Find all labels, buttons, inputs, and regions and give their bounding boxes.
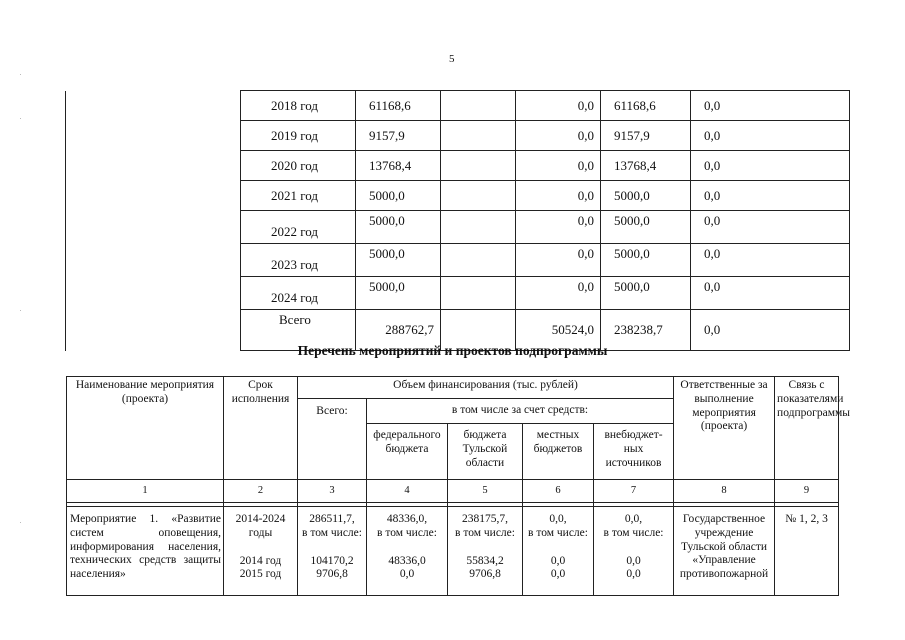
total-cell: 5000,0	[356, 244, 441, 277]
column-number: 1	[67, 480, 224, 503]
column-number: 9	[775, 480, 839, 503]
year-cell: 2018 год	[241, 91, 356, 121]
federal-cell	[441, 181, 516, 211]
federal-cell	[441, 244, 516, 277]
regional-cell: 50524,0	[516, 310, 601, 351]
header-responsible: Ответственные за выполнение мероприятия (проекта)	[674, 377, 775, 480]
table-row	[66, 121, 850, 151]
header-link: Связь с показателями подпрограммы	[775, 377, 839, 480]
table-row	[67, 507, 839, 596]
scan-mark	[20, 310, 21, 311]
total-cell: 61168,6	[356, 91, 441, 121]
regional-cell: 0,0	[516, 244, 601, 277]
table-row	[66, 211, 850, 244]
column-number: 7	[594, 480, 674, 503]
table-row	[66, 91, 850, 121]
federal-cell	[441, 121, 516, 151]
table-row	[66, 277, 850, 310]
measure-link: № 1, 2, 3	[775, 507, 839, 596]
column-number: 6	[523, 480, 594, 503]
total-cell: 288762,7	[356, 310, 441, 351]
blank-cell	[66, 211, 241, 244]
measure-total: 286511,7, в том числе: 104170,2 9706,8	[298, 507, 367, 596]
local-cell: 5000,0	[601, 181, 691, 211]
local-cell: 61168,6	[601, 91, 691, 121]
scan-mark	[20, 118, 21, 119]
column-number: 5	[448, 480, 523, 503]
extra-cell: 0,0	[691, 181, 850, 211]
blank-cell	[66, 244, 241, 277]
local-cell: 5000,0	[601, 277, 691, 310]
federal-cell	[441, 91, 516, 121]
column-number: 8	[674, 480, 775, 503]
local-cell: 5000,0	[601, 244, 691, 277]
regional-cell: 0,0	[516, 121, 601, 151]
local-cell: 9157,9	[601, 121, 691, 151]
year-cell: 2023 год	[241, 244, 356, 277]
column-number-row	[67, 480, 839, 503]
extra-cell: 0,0	[691, 151, 850, 181]
measure-name: Мероприятие 1. «Развитие систем оповещения, информирования населения, технических средств защиты населения»	[67, 507, 224, 596]
local-cell: 238238,7	[601, 310, 691, 351]
federal-cell	[441, 151, 516, 181]
measure-extra: 0,0, в том числе: 0,0 0,0	[594, 507, 674, 596]
extra-cell: 0,0	[691, 310, 850, 351]
header-local: местных бюджетов	[523, 424, 594, 480]
extra-cell: 0,0	[691, 211, 850, 244]
measure-responsible: Государственное учреждение Тульской области «Управление противопожарной	[674, 507, 775, 596]
extra-cell: 0,0	[691, 277, 850, 310]
regional-cell: 0,0	[516, 211, 601, 244]
section-title: Перечень мероприятий и проектов подпрограммы	[297, 343, 608, 358]
federal-cell	[441, 277, 516, 310]
extra-cell: 0,0	[691, 121, 850, 151]
column-number: 3	[298, 480, 367, 503]
measure-term: 2014-2024 годы 2014 год 2015 год	[224, 507, 298, 596]
year-cell: 2022 год	[241, 211, 356, 244]
column-number: 2	[224, 480, 298, 503]
total-label-cell: Всего	[241, 310, 356, 351]
header-volume: Объем финансирования (тыс. рублей)	[298, 377, 674, 399]
header-term: Срок исполнения	[224, 377, 298, 480]
year-cell: 2024 год	[241, 277, 356, 310]
page-number: 5	[449, 53, 455, 65]
blank-cell	[66, 91, 241, 121]
header-regional: бюджета Тульской области	[448, 424, 523, 480]
total-cell: 9157,9	[356, 121, 441, 151]
extra-cell: 0,0	[691, 244, 850, 277]
blank-cell	[66, 151, 241, 181]
blank-cell	[66, 121, 241, 151]
blank-cell	[66, 181, 241, 211]
regional-cell: 0,0	[516, 277, 601, 310]
regional-cell: 0,0	[516, 181, 601, 211]
local-cell: 13768,4	[601, 151, 691, 181]
header-name: Наименование мероприятия (проекта)	[67, 377, 224, 480]
scan-mark	[20, 74, 21, 75]
header-federal: федерального бюджета	[367, 424, 448, 480]
federal-cell	[441, 211, 516, 244]
total-cell: 5000,0	[356, 277, 441, 310]
blank-cell	[66, 277, 241, 310]
funding-by-year-table	[65, 90, 850, 351]
table-row	[66, 151, 850, 181]
year-cell: 2021 год	[241, 181, 356, 211]
local-cell: 5000,0	[601, 211, 691, 244]
extra-cell: 0,0	[691, 91, 850, 121]
header-total: Всего:	[298, 399, 367, 480]
total-cell: 13768,4	[356, 151, 441, 181]
year-cell: 2019 год	[241, 121, 356, 151]
table-row	[66, 181, 850, 211]
total-cell: 5000,0	[356, 181, 441, 211]
measure-regional: 238175,7, в том числе: 55834,2 9706,8	[448, 507, 523, 596]
scan-mark	[20, 522, 21, 523]
year-cell: 2020 год	[241, 151, 356, 181]
measures-table	[66, 376, 850, 596]
table-row	[66, 244, 850, 277]
header-including: в том числе за счет средств:	[367, 399, 674, 424]
total-cell: 5000,0	[356, 211, 441, 244]
measure-local: 0,0, в том числе: 0,0 0,0	[523, 507, 594, 596]
column-number: 4	[367, 480, 448, 503]
measure-federal: 48336,0, в том числе: 48336,0 0,0	[367, 507, 448, 596]
regional-cell: 0,0	[516, 91, 601, 121]
regional-cell: 0,0	[516, 151, 601, 181]
header-extra: внебюджет-ных источников	[594, 424, 674, 480]
